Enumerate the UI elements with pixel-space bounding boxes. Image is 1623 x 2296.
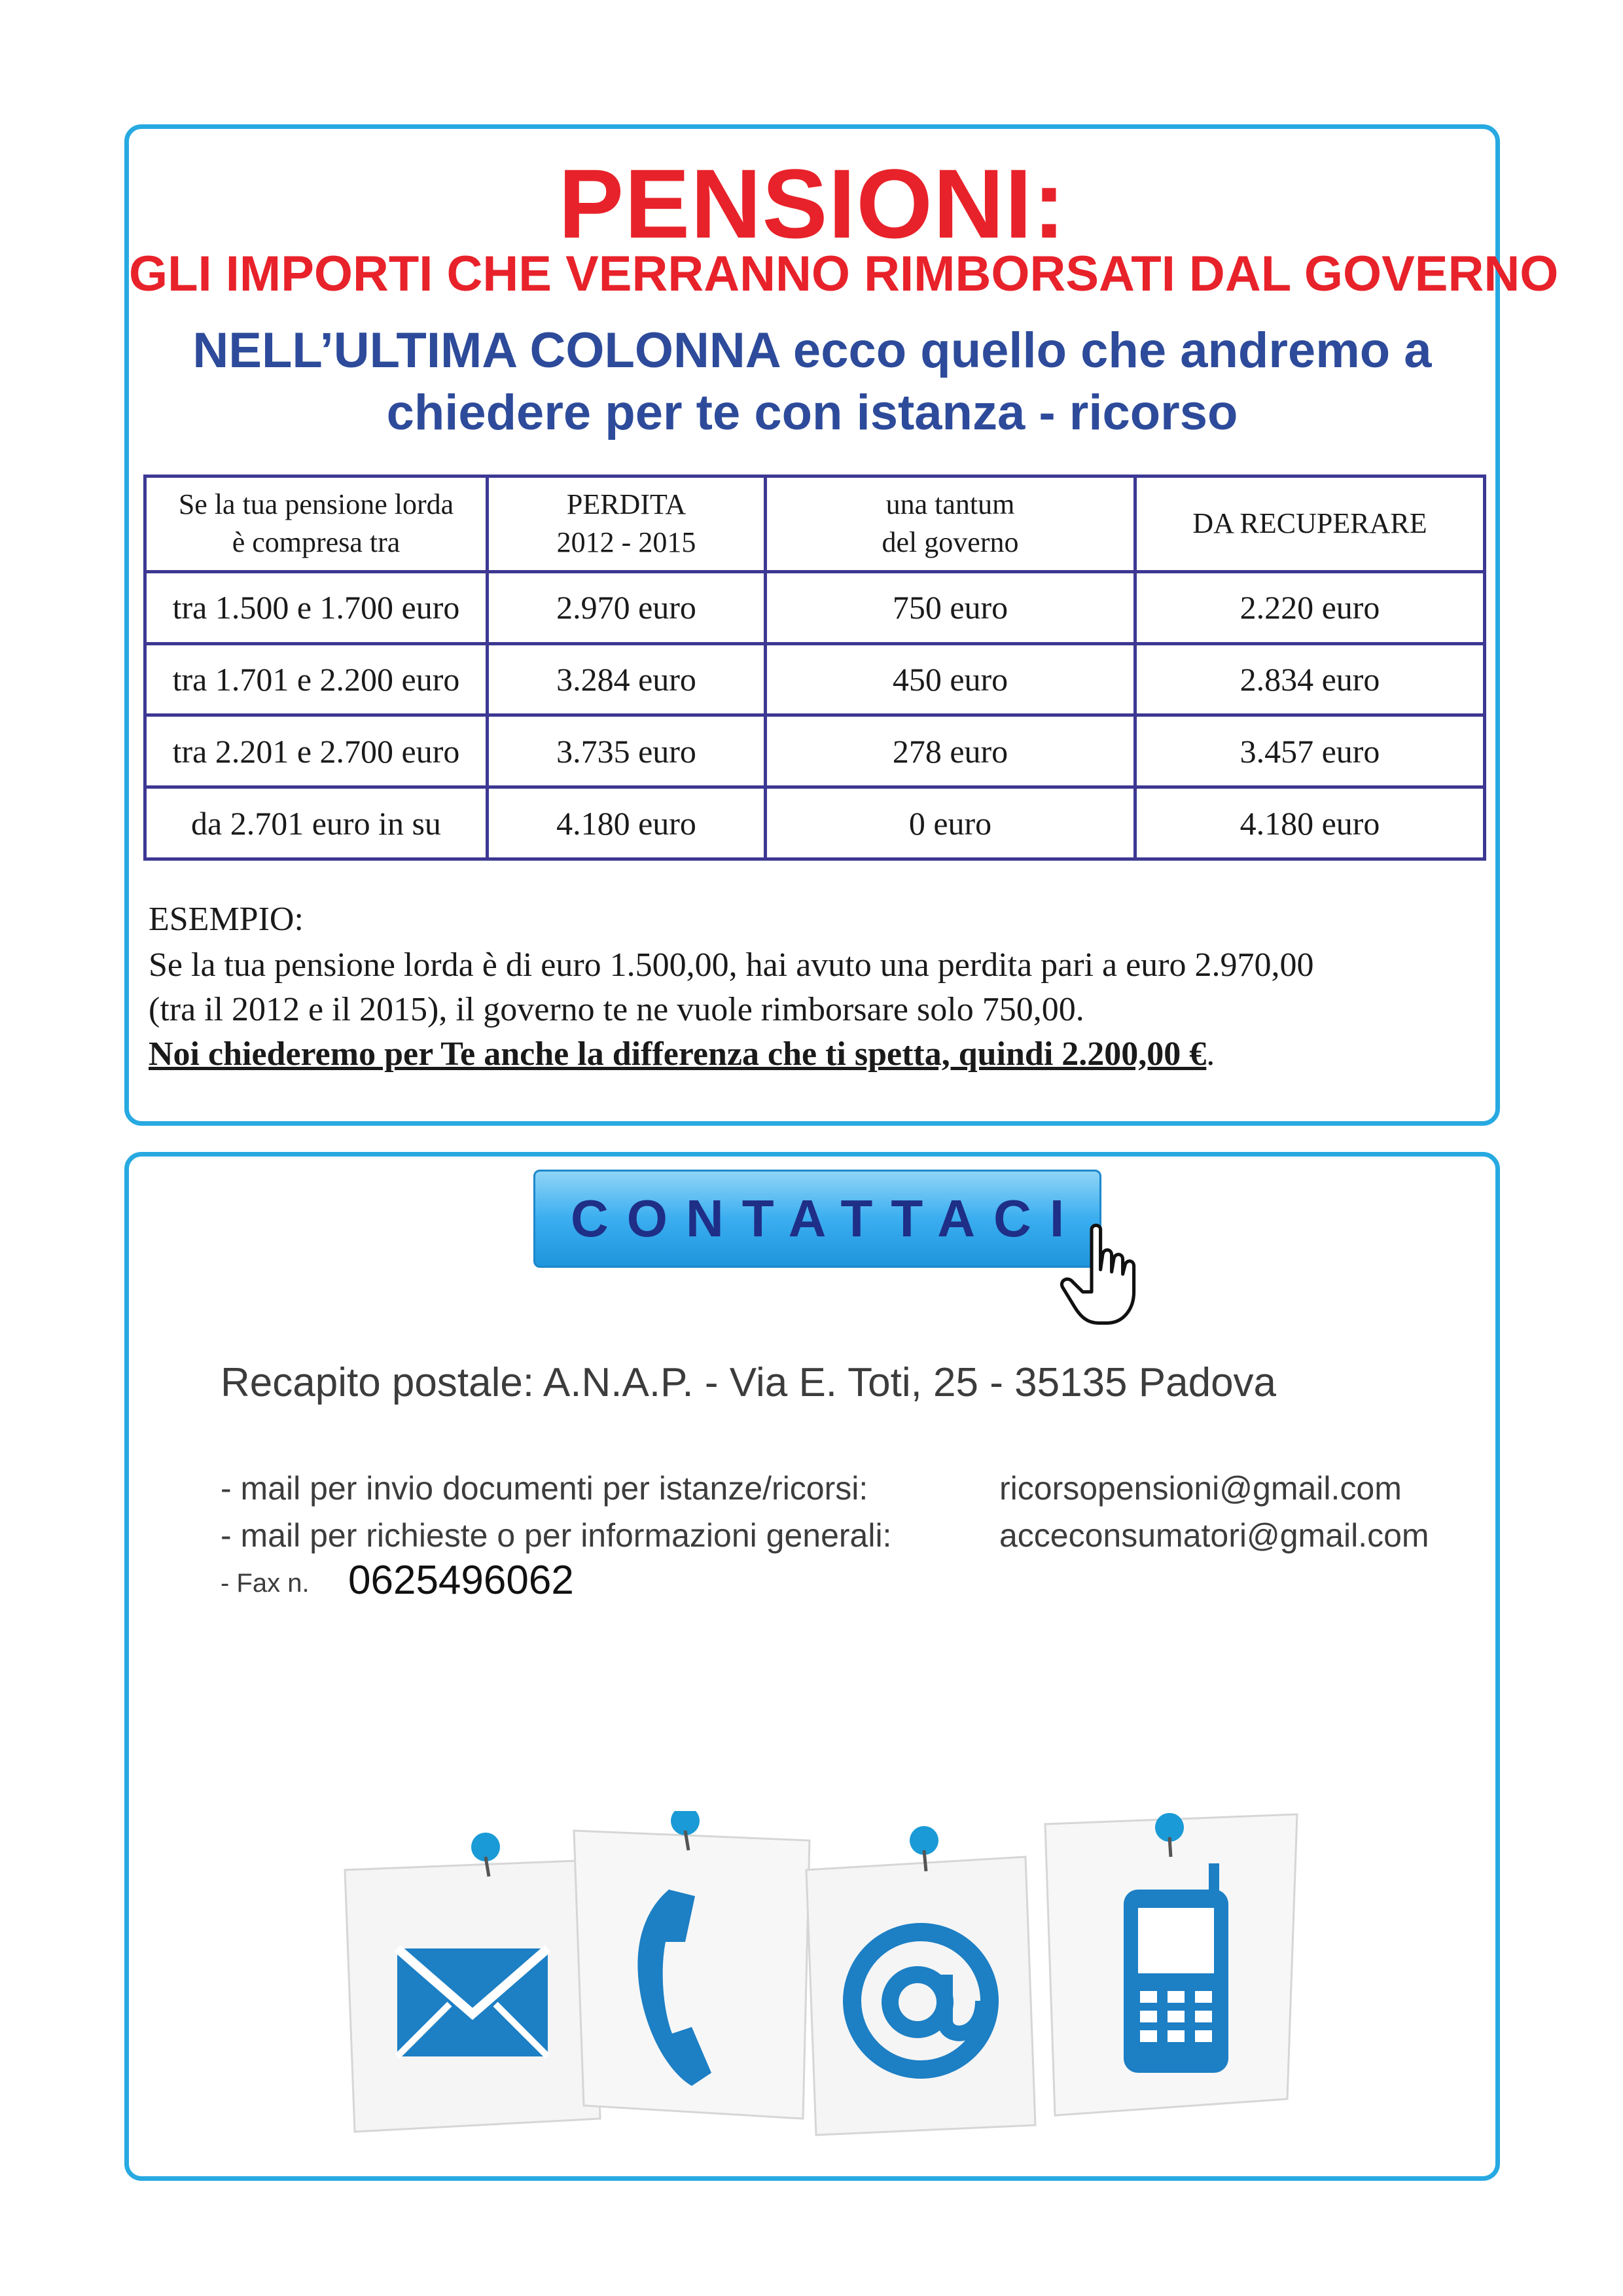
pointing-hand-icon — [1058, 1221, 1169, 1332]
cell-one-time: 0 euro — [766, 787, 1135, 859]
cell-loss: 2.970 euro — [488, 571, 766, 643]
cell-one-time: 450 euro — [766, 643, 1135, 715]
table-row — [145, 715, 1485, 787]
documents-mail-label: - mail per invio documenti per istanze/ricorsi: — [221, 1470, 868, 1507]
example-claim: Noi chiederemo per Te anche la differenza che ti spetta, quindi 2.200,00 € — [149, 1035, 1207, 1073]
cell-one-time: 278 euro — [766, 715, 1135, 787]
info-mail-label: - mail per richieste o per informazioni generali: — [221, 1517, 892, 1554]
cell-loss: 3.735 euro — [488, 715, 766, 787]
pension-table — [143, 475, 1486, 861]
cell-one-time: 750 euro — [766, 571, 1135, 643]
intro-line-2: chiedere per te con istanza - ricorso — [386, 385, 1238, 440]
header-one-time: una tantum del governo — [766, 476, 1135, 572]
cell-recover: 2.220 euro — [1135, 571, 1485, 643]
envelope-note — [345, 1833, 600, 2132]
mobile-phone-icon — [1124, 1863, 1228, 2073]
cell-range: tra 1.500 e 1.700 euro — [145, 571, 488, 643]
header-loss: PERDITA 2012 - 2015 — [488, 476, 766, 572]
cell-recover: 4.180 euro — [1135, 787, 1485, 859]
cell-recover: 2.834 euro — [1135, 643, 1485, 715]
example-heading: ESEMPIO: — [149, 901, 304, 938]
at-note — [806, 1826, 1035, 2135]
example-period: . — [1206, 1035, 1215, 1073]
intro-line-1: NELL’ULTIMA COLONNA ecco quello che andremo a — [192, 323, 1432, 378]
cell-range: tra 2.201 e 2.700 euro — [145, 715, 488, 787]
header-to-recover: DA RECUPERARE — [1135, 476, 1485, 572]
page-subtitle: GLI IMPORTI CHE VERRANNO RIMBORSATI DAL GOVERNO — [129, 246, 1559, 302]
cell-loss: 4.180 euro — [488, 787, 766, 859]
header-pension-range: Se la tua pensione lorda è compresa tra — [145, 476, 488, 572]
contact-panel — [124, 1152, 1500, 2181]
fax-label: - Fax n. — [221, 1569, 310, 1598]
page-title: PENSIONI: — [558, 149, 1066, 259]
contact-button-label: CONTATTACI — [570, 1189, 1083, 1247]
phone-note — [574, 1811, 810, 2119]
mobile-note — [1045, 1813, 1297, 2115]
envelope-icon — [397, 1948, 548, 2056]
table-row — [145, 643, 1485, 715]
example-line-1: Se la tua pensione lorda è di euro 1.500,00, hai avuto una perdita pari a euro 2.970,00 — [149, 946, 1314, 984]
cell-range: tra 1.701 e 2.200 euro — [145, 643, 488, 715]
table-header-row — [145, 476, 1485, 572]
contact-button[interactable] — [533, 1170, 1101, 1268]
example-line-2: (tra il 2012 e il 2015), il governo te ne vuole rimborsare solo 750,00. — [149, 991, 1084, 1028]
cell-loss: 3.284 euro — [488, 643, 766, 715]
fax-number: 0625496062 — [348, 1558, 574, 1603]
cell-recover: 3.457 euro — [1135, 715, 1485, 787]
pension-info-panel — [124, 124, 1559, 1126]
table-row — [145, 787, 1485, 859]
cell-range: da 2.701 euro in su — [145, 787, 488, 859]
example-line-3 — [149, 1035, 1215, 1073]
postal-address: Recapito postale: A.N.A.P. - Via E. Toti, 25 - 35135 Padova — [221, 1360, 1277, 1405]
table-row — [145, 571, 1485, 643]
documents-mail-link[interactable]: ricorsopensioni@gmail.com — [999, 1470, 1402, 1507]
info-mail-link[interactable]: acceconsumatori@gmail.com — [999, 1517, 1429, 1554]
contact-notes-illustration — [338, 1811, 1307, 2138]
